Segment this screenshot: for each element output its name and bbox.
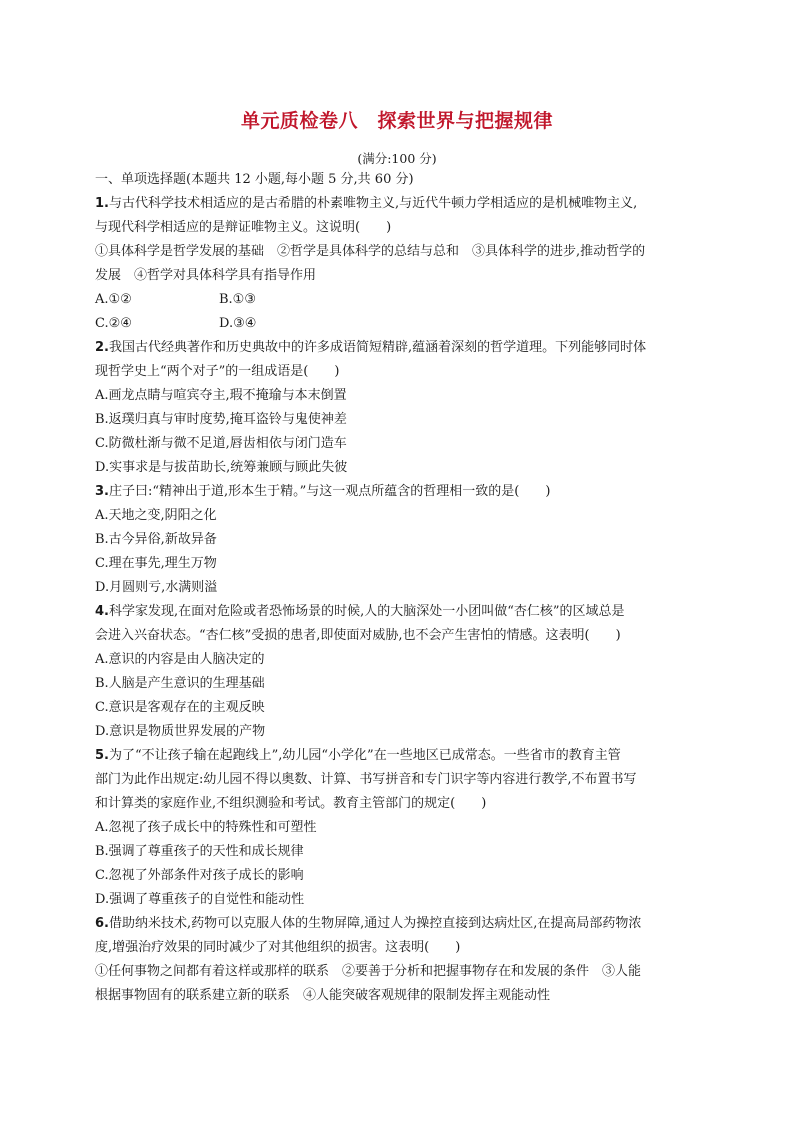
question-5-line-3: 和计算类的家庭作业,不组织测验和考试。教育主管部门的规定( ) xyxy=(95,796,487,811)
question-5-option-d: D.强调了尊重孩子的自觉性和能动性 xyxy=(95,892,305,907)
question-6-line-1: 6.借助纳米技术,药物可以克服人体的生物屏障,通过人为操控直接到达病灶区,在提高局部药物浓 xyxy=(95,916,642,931)
question-3-option-d: D.月圆则亏,水满则溢 xyxy=(95,580,218,595)
question-4-option-b: B.人脑是产生意识的生理基础 xyxy=(95,676,265,691)
question-5-line-1: 5.为了“不让孩子输在起跑线上”,幼儿园“小学化”在一些地区已成常态。一些省市的教育主管 xyxy=(95,748,621,763)
question-2-option-d: D.实事求是与拔苗助长,统筹兼顾与顾此失彼 xyxy=(95,460,348,475)
question-1-line-2: 与现代科学相适应的是辩证唯物主义。这说明( ) xyxy=(95,220,392,235)
question-1-option-d: D.③④ xyxy=(219,316,257,331)
question-2-line-2: 现哲学史上“两个对子”的一组成语是( ) xyxy=(95,364,340,379)
question-2-option-a: A.画龙点睛与喧宾夺主,瑕不掩瑜与本末倒置 xyxy=(95,388,347,403)
question-3-option-c: C.理在事先,理生万物 xyxy=(95,556,217,571)
question-5-option-c: C.忽视了外部条件对孩子成长的影响 xyxy=(95,868,304,883)
score-note: (满分:100 分) xyxy=(357,151,437,166)
question-4-number: 4. xyxy=(95,604,109,619)
question-2-line-1: 2.我国古代经典著作和历史典故中的许多成语简短精辟,蕴涵着深刻的哲学道理。下列能够同时体 xyxy=(95,340,647,355)
question-3-number: 3. xyxy=(95,484,109,499)
question-4-option-a: A.意识的内容是由人脑决定的 xyxy=(95,652,265,667)
section-heading: 一、单项选择题(本题共 12 小题,每小题 5 分,共 60 分) xyxy=(95,172,414,187)
question-2-number: 2. xyxy=(95,340,109,355)
question-1-number: 1. xyxy=(95,196,109,211)
question-6-line-4: 根据事物固有的联系建立新的联系 ④人能突破客观规律的限制发挥主观能动性 xyxy=(95,988,551,1003)
question-1-option-a: A.①② xyxy=(95,292,132,307)
question-1-line-1: 1.与古代科学技术相适应的是古希腊的朴素唯物主义,与近代牛顿力学相适应的是机械唯物主义, xyxy=(95,196,638,211)
question-4-line-1: 4.科学家发现,在面对危险或者恐怖场景的时候,人的大脑深处一小团叫做“杏仁核”的区域总是 xyxy=(95,604,625,619)
question-4-option-d: D.意识是物质世界发展的产物 xyxy=(95,724,266,739)
question-6-line-3: ①任何事物之间都有着这样或那样的联系 ②要善于分析和把握事物存在和发展的条件 ③人能 xyxy=(95,964,642,979)
question-2-option-c: C.防微杜渐与微不足道,唇齿相依与闭门造车 xyxy=(95,436,347,451)
question-1-line-3: ①具体科学是哲学发展的基础 ②哲学是具体科学的总结与总和 ③具体科学的进步,推动哲学的 xyxy=(95,244,646,259)
page-title: 单元质检卷八 探索世界与把握规律 xyxy=(240,110,553,132)
question-1-option-c: C.②④ xyxy=(95,316,132,331)
question-3-option-b: B.古今异俗,新故异备 xyxy=(95,532,217,547)
question-5-number: 5. xyxy=(95,748,109,763)
question-5-option-a: A.忽视了孩子成长中的特殊性和可塑性 xyxy=(95,820,317,835)
question-3-option-a: A.天地之变,阴阳之化 xyxy=(95,508,217,523)
question-5-line-2: 部门为此作出规定:幼儿园不得以奥数、计算、书写拼音和专门识字等内容进行教学,不布置书写 xyxy=(95,772,637,787)
question-2-option-b: B.返璞归真与审时度势,掩耳盗铃与鬼使神差 xyxy=(95,412,347,427)
question-6-number: 6. xyxy=(95,916,109,931)
question-4-line-2: 会进入兴奋状态。“杏仁核”受损的患者,即使面对威胁,也不会产生害怕的情感。这表明( ) xyxy=(95,628,621,643)
question-1-line-4: 发展 ④哲学对具体科学具有指导作用 xyxy=(95,268,317,283)
question-4-option-c: C.意识是客观存在的主观反映 xyxy=(95,700,265,715)
question-5-option-b: B.强调了尊重孩子的天性和成长规律 xyxy=(95,844,304,859)
question-3-line-1: 3.庄子曰:“精神出于道,形本生于精。”与这一观点所蕴含的哲理相一致的是( ) xyxy=(95,484,551,499)
question-6-line-2: 度,增强治疗效果的同时减少了对其他组织的损害。这表明( ) xyxy=(95,940,461,955)
question-1-option-b: B.①③ xyxy=(219,292,256,307)
